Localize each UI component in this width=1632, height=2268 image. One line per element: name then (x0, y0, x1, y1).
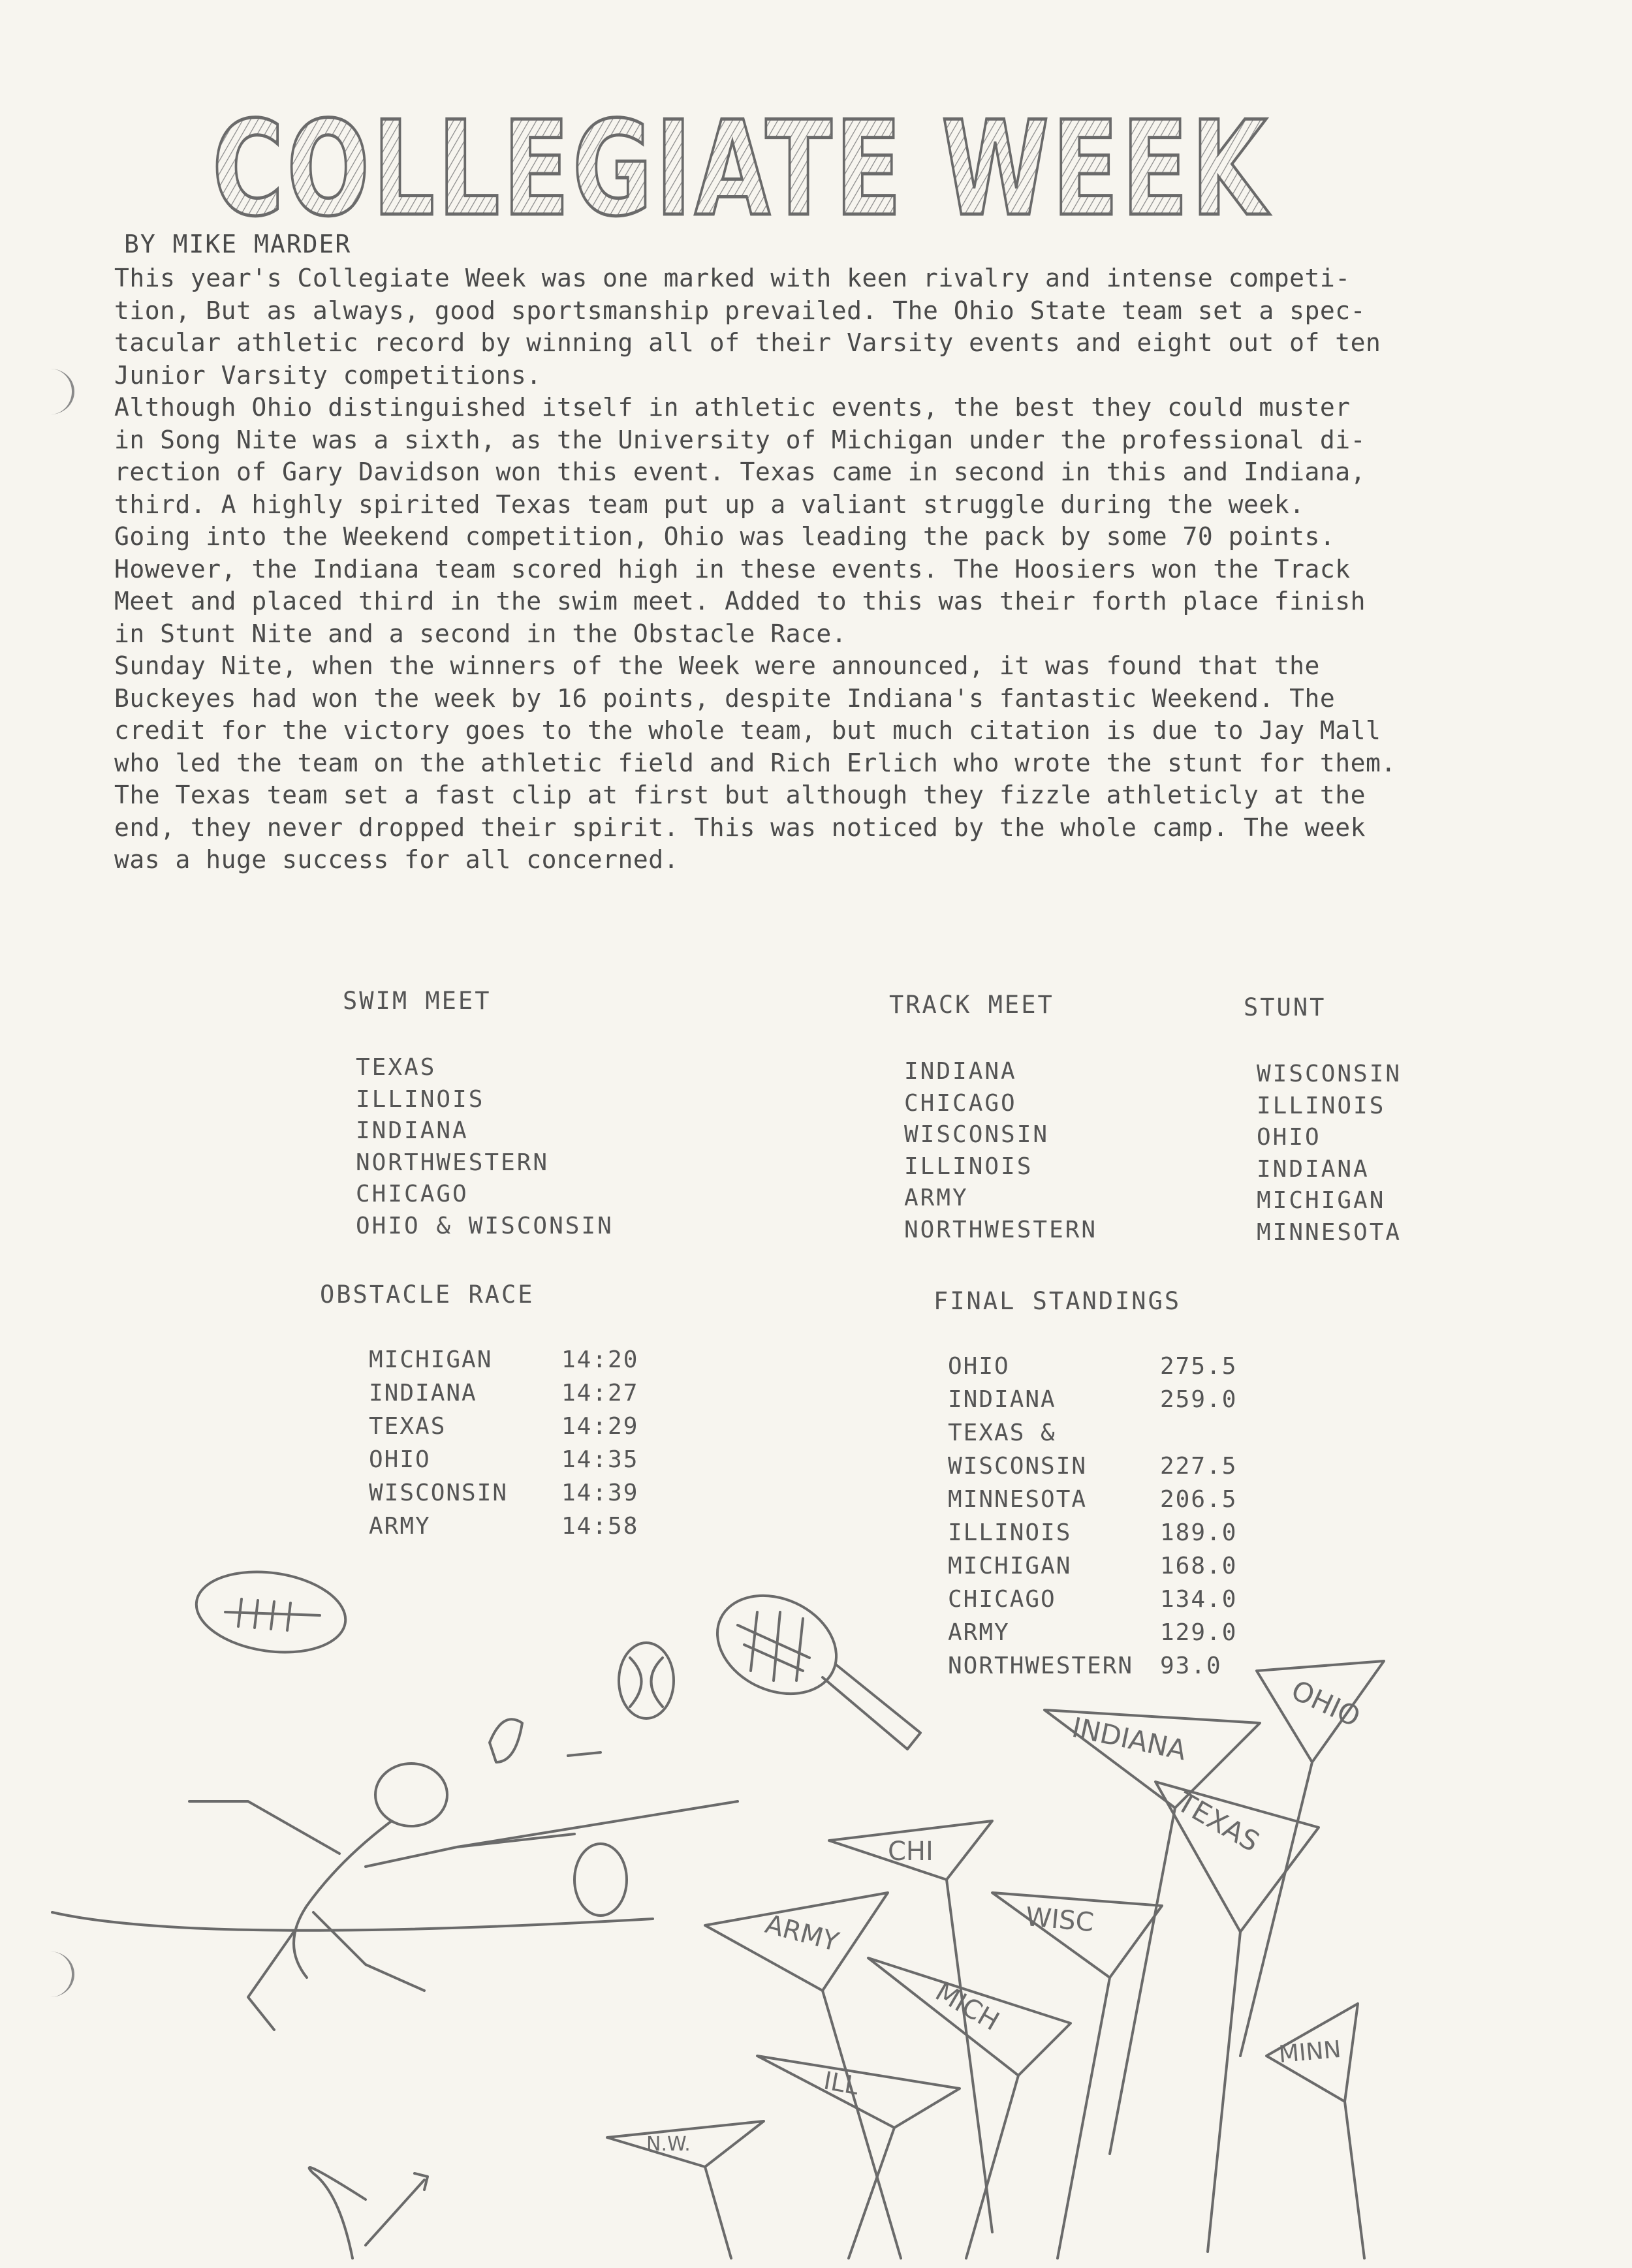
list-item: INDIANA (1257, 1155, 1370, 1183)
team-cell: CHICAGO (948, 1586, 1056, 1613)
swim-meet-heading: SWIM MEET (343, 987, 492, 1015)
table-row (948, 1350, 1237, 1383)
team-cell: OHIO (369, 1446, 431, 1473)
time-cell: 14:58 (561, 1513, 639, 1540)
paragraph: This year's Collegiate Week was one marked with keen rivalry and intense competi- tion, But as always, good sportsmanship prevailed. The Ohio State team set a spec- tacular athletic record by winning all of their Varsity events and eight out of ten Junior Varsity competitions. (114, 264, 1381, 390)
swim-meet-list (356, 1052, 614, 1242)
list-item: ILLINOIS (1257, 1092, 1386, 1119)
team-cell: OHIO (948, 1353, 1010, 1380)
track-meet-list (904, 1056, 1097, 1246)
time-cell: 14:20 (561, 1346, 639, 1373)
time-cell: 14:35 (561, 1446, 639, 1473)
stunt-list (1257, 1059, 1402, 1249)
team-cell: MINNESOTA (948, 1486, 1088, 1513)
team-cell: INDIANA (948, 1386, 1056, 1413)
paragraph: The Texas team set a fast clip at first but although they fizzle athleticly at the end, they never dropped their spirit. This was noticed by the whole camp. The week was a huge success for all concerned. (114, 781, 1366, 874)
pennant-mich (868, 1958, 1071, 2258)
list-item: INDIANA (904, 1058, 1017, 1085)
table-row (369, 1410, 638, 1443)
pennant-label: INDIANA (1069, 1711, 1189, 1767)
time-cell: 14:29 (561, 1413, 639, 1440)
list-item: OHIO & WISCONSIN (356, 1212, 614, 1239)
pennant-texas (1155, 1782, 1319, 2252)
team-cell: WISCONSIN (948, 1453, 1088, 1480)
team-cell: MICHIGAN (369, 1346, 493, 1373)
pennant-minn (1266, 2004, 1364, 2258)
list-item: NORTHWESTERN (356, 1149, 550, 1176)
pennant-label: OHIO (1286, 1673, 1366, 1733)
page-title (202, 98, 1279, 241)
table-row (369, 1476, 638, 1510)
table-row (369, 1443, 638, 1476)
team-cell: ARMY (948, 1619, 1010, 1646)
pennant-label: TEXAS (1172, 1786, 1265, 1858)
pennant-label: ILL (821, 2066, 861, 2101)
article-body (114, 262, 1508, 877)
running-figure-icon (52, 1719, 738, 2030)
points-cell: 259.0 (1160, 1386, 1238, 1413)
points-cell: 93.0 (1160, 1653, 1222, 1679)
points-cell: 227.5 (1160, 1453, 1238, 1480)
pennant-label: MINN (1278, 2036, 1342, 2068)
pennant-ill (757, 2056, 960, 2258)
sports-sketch-illustration (0, 1534, 1632, 2265)
time-cell: 14:39 (561, 1480, 639, 1506)
list-item: MINNESOTA (1257, 1219, 1402, 1246)
pennant-label: N.W. (646, 2133, 691, 2156)
title-text: COLLEGIATE WEEK (212, 98, 1270, 241)
points-cell: 129.0 (1160, 1619, 1238, 1646)
pennant-label: ARMY (762, 1909, 842, 1958)
list-item: TEXAS (356, 1054, 437, 1081)
list-item: NORTHWESTERN (904, 1216, 1098, 1243)
list-item: WISCONSIN (1257, 1061, 1402, 1087)
bow-and-arrow-icon (309, 2167, 428, 2258)
byline: BY MIKE MARDER (124, 230, 352, 258)
pennant-label: CHI (888, 1837, 934, 1867)
team-cell: NORTHWESTERN (948, 1653, 1134, 1679)
stunt-heading: STUNT (1244, 993, 1326, 1021)
obstacle-race-table (369, 1343, 638, 1543)
list-item: WISCONSIN (904, 1121, 1050, 1148)
paragraph: Although Ohio distinguished itself in athletic events, the best they could muster in Song Nite was a sixth, as the University of Michigan under the professional di- rection of Gary Davidson won this event. Texas came in second in this and Indiana, third. A highly spirited Texas team put up a valiant struggle during the week. (114, 393, 1366, 519)
list-item: ILLINOIS (356, 1085, 485, 1113)
points-cell: 168.0 (1160, 1553, 1238, 1579)
team-cell: TEXAS & (948, 1420, 1056, 1446)
pennant-nw (607, 2121, 764, 2258)
points-cell: 206.5 (1160, 1486, 1238, 1513)
list-item: ILLINOIS (904, 1153, 1033, 1180)
points-cell: 189.0 (1160, 1519, 1238, 1546)
table-row (948, 1383, 1237, 1416)
table-row (369, 1343, 638, 1376)
pennant-chi (829, 1821, 992, 2232)
list-item: MICHIGAN (1257, 1187, 1386, 1214)
paragraph: Sunday Nite, when the winners of the Week were announced, it was found that the Buckeyes had won the week by 16 points, despite Indiana's fantastic Weekend. The credit for the victory goes to the whole team, but much citation is due to Jay Mall who led the team on the athletic field and Rich Erlich who wrote the stunt for them. (114, 651, 1396, 777)
obstacle-race-heading: OBSTACLE RACE (320, 1281, 535, 1309)
team-cell: TEXAS (369, 1413, 447, 1440)
pennant-ohio (1240, 1661, 1384, 2056)
table-row (369, 1376, 638, 1410)
tennis-ball-icon (619, 1643, 674, 1718)
list-item: OHIO (1257, 1124, 1321, 1151)
table-row (948, 1450, 1237, 1483)
points-cell: 275.5 (1160, 1353, 1238, 1380)
list-item: CHICAGO (904, 1089, 1017, 1117)
track-meet-heading: TRACK MEET (889, 991, 1054, 1019)
paragraph: Going into the Weekend competition, Ohio was leading the pack by some 70 points. However, the Indiana team scored high in these events. The Hoosiers won the Track Meet and placed third in the swim meet. Added to this was their forth place finish in Stunt Nite and a second in the Obstacle Race. (114, 522, 1366, 648)
list-item: INDIANA (356, 1117, 469, 1144)
list-item: ARMY (904, 1185, 969, 1211)
list-item: CHICAGO (356, 1181, 469, 1207)
team-cell: WISCONSIN (369, 1480, 509, 1506)
title-lettering (202, 98, 1279, 241)
pennant-label: WISC (1024, 1902, 1095, 1938)
team-cell: ILLINOIS (948, 1519, 1072, 1546)
points-cell: 134.0 (1160, 1586, 1238, 1613)
time-cell: 14:27 (561, 1380, 639, 1406)
table-row (948, 1483, 1237, 1516)
team-cell: INDIANA (369, 1380, 477, 1406)
pennant-label: MICH (930, 1976, 1005, 2037)
team-cell: ARMY (369, 1513, 431, 1540)
final-standings-heading: FINAL STANDINGS (934, 1287, 1182, 1315)
football-icon (191, 1563, 351, 1662)
table-row (948, 1416, 1237, 1450)
tennis-racket-icon (701, 1577, 920, 1749)
team-cell: MICHIGAN (948, 1553, 1072, 1579)
binder-hole-top (26, 369, 74, 414)
